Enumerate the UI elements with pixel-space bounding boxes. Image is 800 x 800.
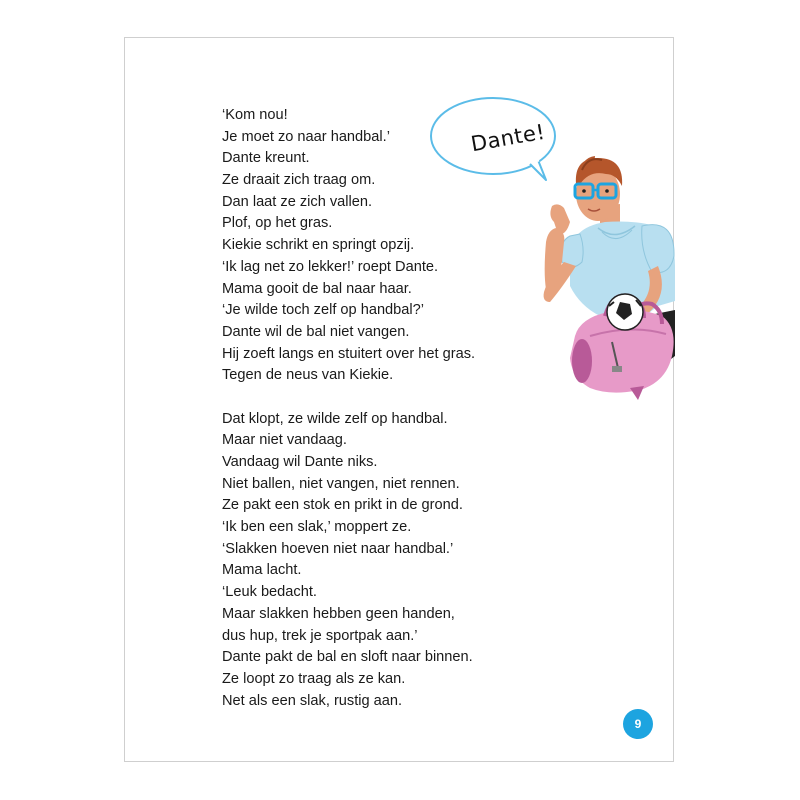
story-line: Ze draait zich traag om. bbox=[222, 172, 376, 189]
story-line: ‘Kom nou! bbox=[222, 107, 288, 123]
story-line: ‘Je wilde toch zelf op handbal?’ bbox=[222, 302, 425, 319]
story-line: Maar niet vandaag. bbox=[222, 432, 347, 449]
story-line: Mama gooit de bal naar haar. bbox=[222, 280, 412, 297]
paragraph-2 bbox=[222, 409, 552, 713]
story-line: Je moet zo naar handbal.’ bbox=[222, 128, 390, 145]
story-line: Ze pakt een stok en prikt in de grond. bbox=[222, 497, 463, 514]
story-line: Plof, op het gras. bbox=[222, 215, 333, 232]
story-line: ‘Leuk bedacht. bbox=[222, 584, 317, 601]
story-line: Kiekie schrikt en springt opzij. bbox=[222, 237, 415, 254]
illustration-woman-calling bbox=[430, 66, 675, 406]
story-line: Tegen de neus van Kiekie. bbox=[222, 367, 394, 384]
story-line: Dante pakt de bal en sloft naar binnen. bbox=[222, 649, 473, 666]
story-line: Dante wil de bal niet vangen. bbox=[222, 323, 410, 340]
story-line: Niet ballen, niet vangen, niet rennen. bbox=[222, 475, 460, 492]
ball-icon bbox=[607, 294, 643, 330]
story-line: Hij zoeft langs en stuitert over het gras. bbox=[222, 345, 476, 362]
page-number-badge: 9 bbox=[623, 709, 653, 739]
speech-bubble-text: Dante! bbox=[469, 119, 547, 157]
story-line: Ze loopt zo traag als ze kan. bbox=[222, 670, 406, 687]
story-line: ‘Ik lag net zo lekker!’ roept Dante. bbox=[222, 258, 439, 275]
story-line: Maar slakken hebben geen handen, bbox=[222, 605, 455, 622]
story-line: Vandaag wil Dante niks. bbox=[222, 454, 378, 470]
story-line: ‘Ik ben een slak,’ moppert ze. bbox=[222, 519, 412, 536]
story-line: Mama lacht. bbox=[222, 562, 302, 579]
story-line: dus hup, trek je sportpak aan.’ bbox=[222, 627, 418, 644]
story-line: Dan laat ze zich vallen. bbox=[222, 193, 373, 210]
book-page bbox=[124, 37, 674, 762]
story-line: Dat klopt, ze wilde zelf op handbal. bbox=[222, 410, 448, 427]
story-line: Dante kreunt. bbox=[222, 150, 310, 167]
story-line: Net als een slak, rustig aan. bbox=[222, 692, 403, 709]
story-line: ‘Slakken hoeven niet naar handbal.’ bbox=[222, 540, 454, 557]
